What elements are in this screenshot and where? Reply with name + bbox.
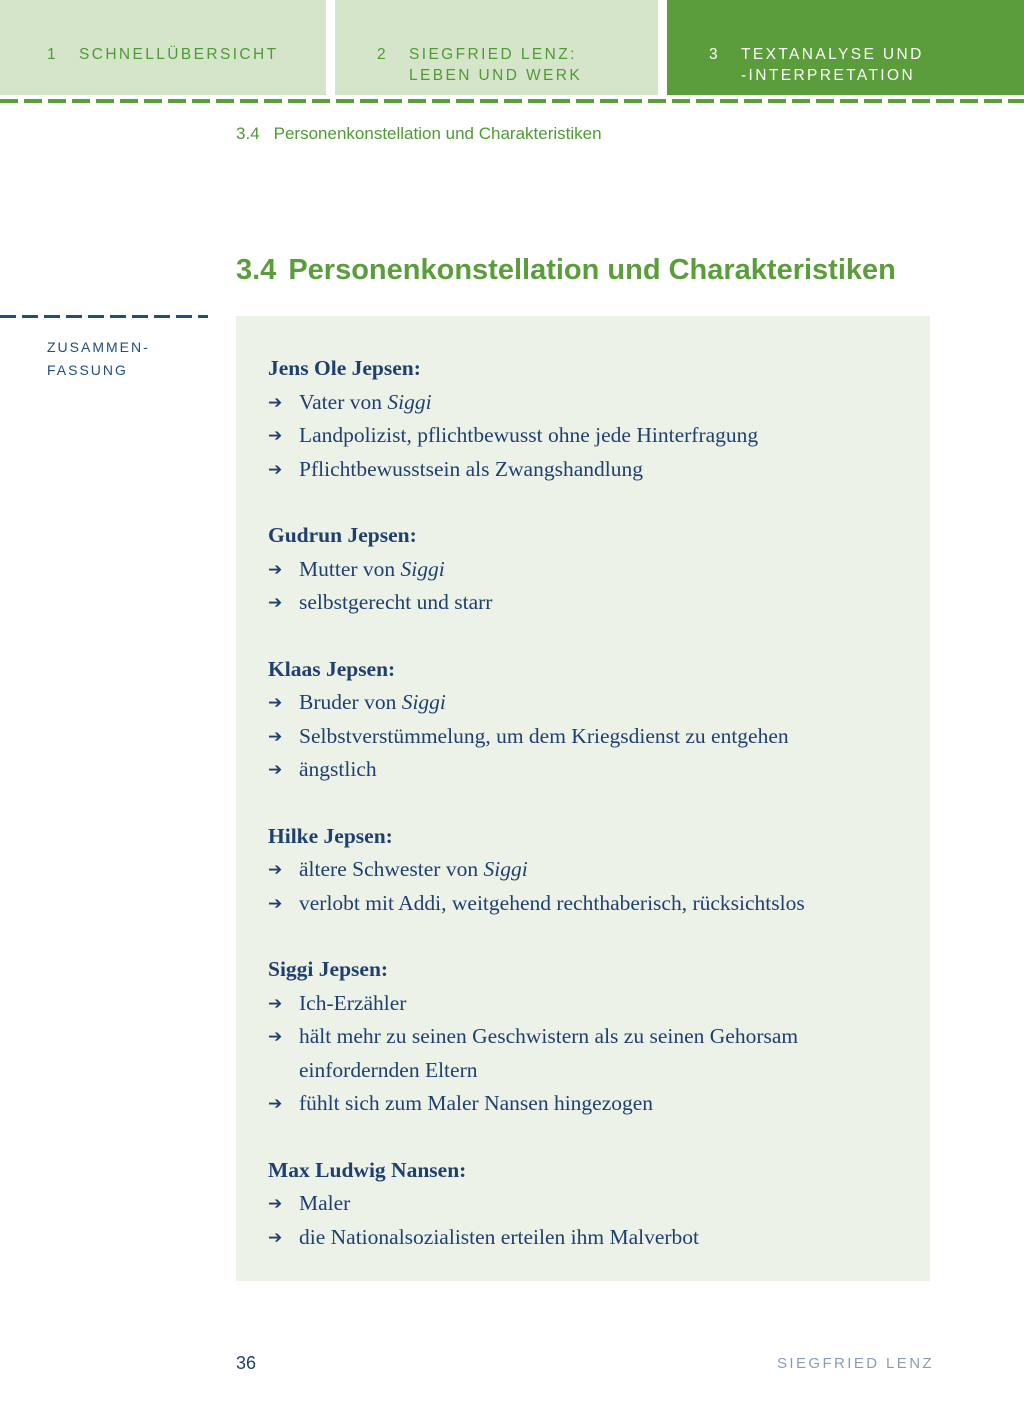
arrow-right-icon: ➔: [268, 426, 283, 446]
arrow-right-icon: ➔: [268, 593, 283, 613]
trait-item: ➔ Maler: [268, 1187, 910, 1221]
trait-item: ➔ die Nationalsozialisten erteilen ihm Malverbot: [268, 1221, 910, 1255]
tab-number: 1: [47, 46, 59, 63]
trait-list: [268, 987, 910, 1121]
arrow-right-icon: ➔: [268, 392, 283, 413]
summary-box: [236, 316, 930, 1281]
person-block: [268, 953, 910, 1121]
person-name: Klaas Jepsen:: [268, 656, 396, 681]
trait-list: [268, 386, 910, 487]
trait-list: [268, 686, 910, 787]
arrow-right-icon: ➔: [268, 1094, 283, 1114]
section-title: [236, 254, 896, 287]
trait-item: ➔ Vater von Siggi: [268, 386, 910, 420]
person-name: Jens Ole Jepsen:: [268, 356, 421, 380]
person-name: Max Ludwig Nansen:: [268, 1157, 467, 1182]
trait-item: ➔ fühlt sich zum Maler Nansen hingezogen: [268, 1087, 910, 1121]
trait-list: [268, 1187, 910, 1254]
page-number: 36: [236, 1353, 257, 1373]
tab-label: SIEGFRIED LENZ: LEBEN UND WERK: [409, 46, 583, 84]
margin-dashed-divider: [0, 315, 208, 318]
arrow-right-icon: ➔: [268, 893, 283, 914]
trait-item: ➔ Selbstverstümmelung, um dem Kriegsdienst zu entgehen: [268, 720, 910, 754]
arrow-right-icon: ➔: [268, 860, 283, 880]
arrow-right-icon: ➔: [268, 993, 283, 1014]
running-head-text: Personenkonstellation und Charakteristiken: [273, 124, 602, 143]
section-number: 3.4: [236, 254, 277, 286]
trait-item: ➔ ältere Schwester von Siggi: [268, 853, 910, 887]
running-head: [236, 124, 602, 144]
trait-item: ➔ selbstgerecht und starr: [268, 586, 910, 620]
tab-textanalyse-active[interactable]: [667, 0, 1024, 95]
person-name: Gudrun Jepsen:: [268, 523, 417, 547]
trait-item: ➔ Pflichtbewusstsein als Zwangshandlung: [268, 453, 910, 487]
trait-item: ➔ ängstlich: [268, 753, 910, 787]
running-foot: SIEGFRIED LENZ: [777, 1355, 934, 1372]
tab-number: 2: [377, 46, 389, 63]
tab-leben-und-werk[interactable]: [335, 0, 658, 95]
arrow-right-icon: ➔: [268, 1027, 283, 1047]
arrow-right-icon: ➔: [268, 726, 283, 747]
trait-item: ➔ Bruder von Siggi: [268, 686, 910, 720]
person-block: [268, 352, 910, 486]
trait-item: ➔ Ich-Erzähler: [268, 987, 910, 1021]
person-block: [268, 820, 910, 921]
person-block: [268, 653, 910, 787]
tab-label: TEXTANALYSE UND -INTERPRETATION: [741, 46, 924, 84]
trait-list: [268, 553, 910, 620]
person-name: Hilke Jepsen:: [268, 823, 393, 848]
arrow-right-icon: ➔: [268, 459, 283, 480]
header-dashed-divider: [0, 99, 1024, 103]
running-head-number: 3.4: [236, 124, 260, 143]
trait-item: ➔ verlobt mit Addi, weitgehend rechthaberisch, rücksichtslos: [268, 887, 910, 921]
margin-label: ZUSAMMEN- FASSUNG: [47, 339, 150, 378]
trait-list: [268, 853, 910, 920]
trait-item: ➔ Mutter von Siggi: [268, 553, 910, 587]
tab-schnelluebersicht[interactable]: [0, 0, 326, 95]
arrow-right-icon: ➔: [268, 693, 283, 713]
section-title-text: Personenkonstellation und Charakteristiken: [288, 254, 896, 286]
person-block: [268, 519, 910, 620]
arrow-right-icon: ➔: [268, 559, 283, 580]
arrow-right-icon: ➔: [268, 1227, 283, 1248]
tab-label: SCHNELLÜBERSICHT: [79, 46, 279, 63]
trait-item: ➔ Landpolizist, pflichtbewusst ohne jede Hinterfragung: [268, 419, 910, 453]
person-name: Siggi Jepsen:: [268, 957, 389, 981]
trait-item: ➔ hält mehr zu seinen Geschwistern als zu seinen Gehorsam einfordernden Eltern: [268, 1020, 910, 1087]
arrow-right-icon: ➔: [268, 760, 283, 780]
chapter-tabs: [0, 0, 1024, 95]
person-block: [268, 1154, 910, 1255]
tab-number: 3: [709, 46, 721, 63]
arrow-right-icon: ➔: [268, 1194, 283, 1214]
